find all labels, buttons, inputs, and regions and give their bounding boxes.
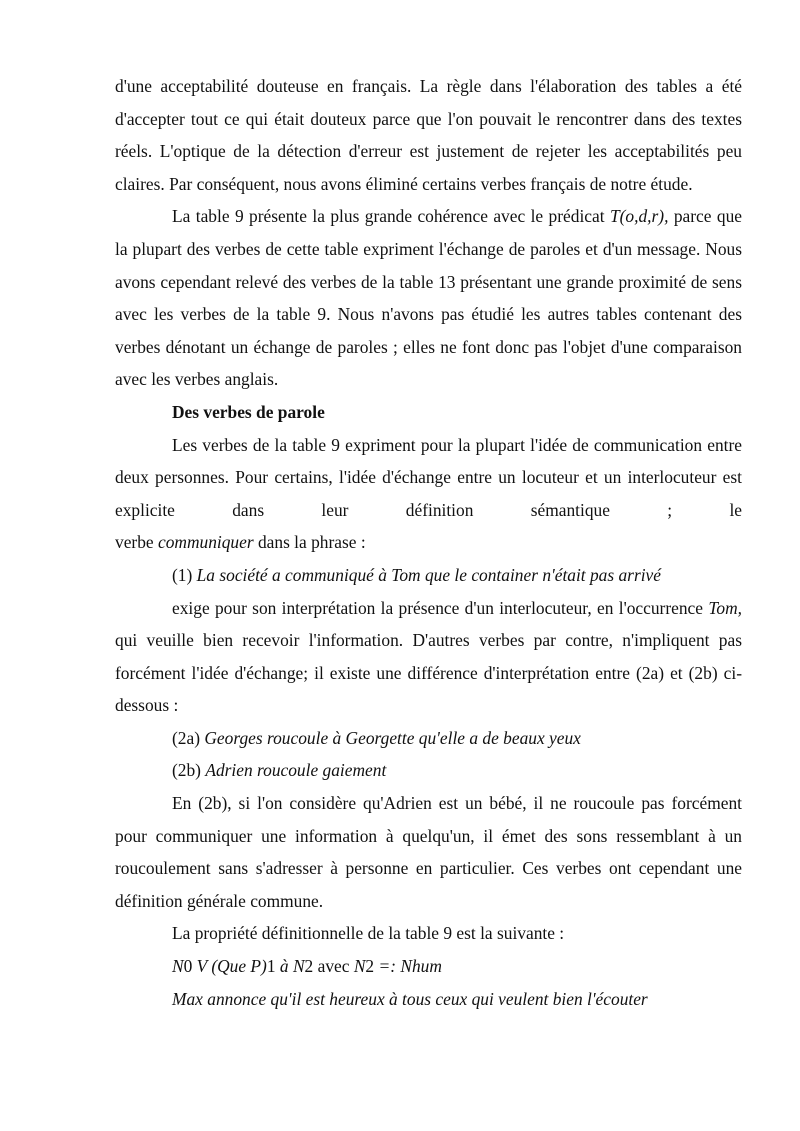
paragraph-verbes-table-9-tail [115,526,742,559]
paragraph-interpretation-text-cont: qui veuille bien recevoir l'information. D'autres verbes par contre, n'impliquent pas forcément l'idée d'échange; il existe une différence d'interprétation entre (2a) et (2b) ci-dessous : [115,630,742,716]
example-3 [115,983,742,1016]
paragraph-verbes-table-9: Les verbes de la table 9 expriment pour la plupart l'idée de communication entre deux personnes. Pour certains, l'idée d'échange entre un locuteur et un interlocuteur est explicite dans leur définition sémantique ; le [115,434,742,520]
paragraph-interpretation [115,592,742,722]
example-2a [115,722,742,755]
formula-index-1: 1 [266,956,276,977]
formula-n2b: N [353,956,366,977]
formula-preposition: à [275,956,293,977]
paragraph-table-9-text-cont: parce que la plupart des verbes de cette table expriment l'échange de paroles et d'un message. Nous avons cependant relevé des verbes de la table 13 présentant une grande proximité de sens avec les verbes de la table 9. Nous n'avons pas étudié les autres tables contenant des verbes dénotant un échange de paroles ; elles ne font donc pas l'objet d'une comparaison avec les verbes anglais. [115,206,743,390]
formula-n0: N [172,956,184,977]
paragraph-interpretation-text: exige pour son interprétation la présence d'un interlocuteur, en l'occurrence [172,597,709,618]
example-1-sentence: La société a communiqué à Tom que le container n'était pas arrivé [196,564,661,585]
paragraph-propriete: La propriété définitionnelle de la table 9 est la suivante : [172,923,565,944]
example-1 [115,559,742,592]
formula-n2b-index: 2 [365,956,375,977]
predicate-formula: T(o,d,r), [609,206,669,227]
paragraph-tail-text: verbe [115,532,158,553]
paragraph-table-9-text: La table 9 présente la plus grande cohérence avec le prédicat [172,206,610,227]
example-2b [115,754,742,787]
formula-avec: avec [313,956,354,977]
example-1-number: (1) [172,564,197,585]
formula-v-que-p: V (Que P) [192,956,267,977]
paragraph-tail-text-cont: dans la phrase : [253,532,366,553]
example-3-sentence: Max annonce qu'il est heureux à tous ceux qui veulent bien l'écouter [172,988,648,1009]
paragraph-roucoule: En (2b), si l'on considère qu'Adrien est un bébé, il ne roucoule pas forcément pour communiquer une information à quelqu'un, il émet des sons ressemblant à un roucoulement sans s'adresser à personne en particulier. Ces verbes ont cependant une définition générale commune. [115,793,742,911]
example-2a-number: (2a) [172,727,205,748]
section-heading: Des verbes de parole [172,401,325,422]
verb-communiquer: communiquer [157,532,254,553]
formula-n2: N [292,956,305,977]
formula-n2-index: 2 [304,956,314,977]
example-2b-number: (2b) [172,760,206,781]
document-page [115,70,742,1015]
example-2b-sentence: Adrien roucoule gaiement [205,760,387,781]
example-2a-sentence: Georges roucoule à Georgette qu'elle a de beaux yeux [204,727,581,748]
formula-nhum: =: Nhum [374,956,442,977]
formula-n0-index: 0 [183,956,193,977]
definitional-formula [115,950,742,983]
paragraph-table-9 [115,200,742,396]
paragraph-acceptabilite: d'une acceptabilité douteuse en français. La règle dans l'élaboration des tables a été d'accepter tout ce qui était douteux parce que l'on pouvait le rencontrer dans des textes réels. L'optique de la détection d'erreur est justement de rejeter les acceptabilités peu claires. Par conséquent, nous avons éliminé certains verbes français de notre étude. [115,76,742,194]
name-tom: Tom, [708,597,742,618]
